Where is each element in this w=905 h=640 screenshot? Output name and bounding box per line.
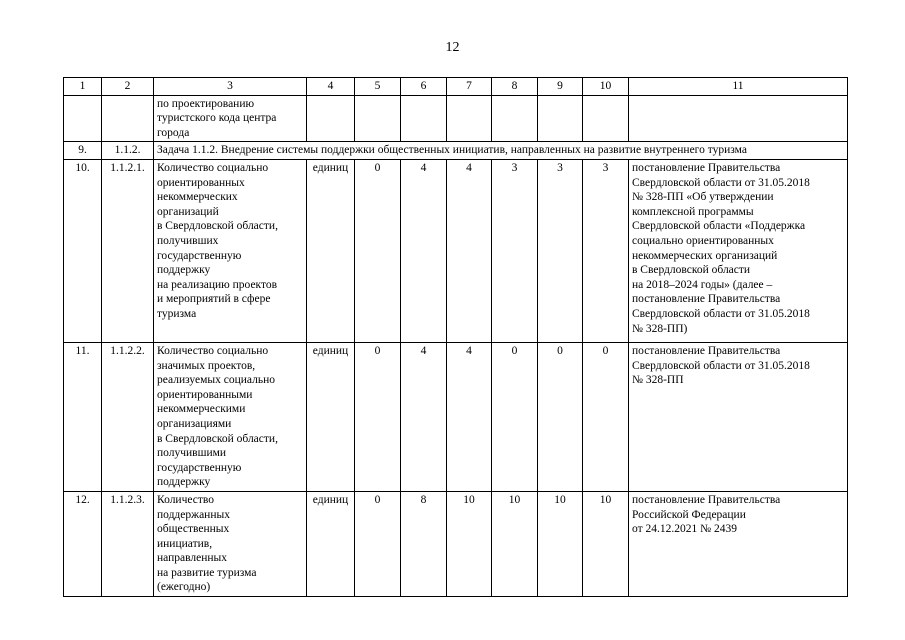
row-number: 10. — [64, 159, 102, 342]
value-cell: 10 — [447, 491, 492, 596]
header-cell: 4 — [307, 78, 355, 96]
value-cell: 10 — [538, 491, 583, 596]
page-number: 12 — [445, 40, 460, 55]
table-cell — [307, 95, 355, 142]
row-number: 12. — [64, 491, 102, 596]
row-code: 1.1.2. — [102, 142, 154, 160]
value-cell: 0 — [355, 491, 401, 596]
unit-cell: единиц — [307, 159, 355, 342]
table-row — [64, 342, 848, 491]
header-row — [64, 78, 848, 96]
table-cell — [447, 95, 492, 142]
header-cell: 7 — [447, 78, 492, 96]
indicators-table — [63, 77, 848, 597]
header-cell: 2 — [102, 78, 154, 96]
table-cell — [102, 95, 154, 142]
header-cell: 1 — [64, 78, 102, 96]
value-cell: 0 — [492, 342, 538, 491]
table-row — [64, 491, 848, 596]
value-cell: 10 — [583, 491, 629, 596]
table-row — [64, 159, 848, 342]
row-number: 9. — [64, 142, 102, 160]
continuation-row — [64, 95, 848, 142]
value-cell: 4 — [447, 342, 492, 491]
indicator-cell: Количество социально ориентированных некоммерческих организаций в Свердловской области, получивших государственную поддержку на реализацию проектов и мероприятий в сфере туризма — [154, 159, 307, 342]
value-cell: 3 — [538, 159, 583, 342]
header-cell: 6 — [401, 78, 447, 96]
row-number: 11. — [64, 342, 102, 491]
value-cell: 0 — [583, 342, 629, 491]
value-cell: 4 — [401, 159, 447, 342]
value-cell: 10 — [492, 491, 538, 596]
value-cell: 4 — [447, 159, 492, 342]
source-cell: постановление Правительства Российской Федерации от 24.12.2021 № 2439 — [629, 491, 848, 596]
value-cell: 0 — [355, 342, 401, 491]
value-cell: 4 — [401, 342, 447, 491]
row-code: 1.1.2.2. — [102, 342, 154, 491]
value-cell: 3 — [583, 159, 629, 342]
value-cell: 0 — [538, 342, 583, 491]
value-cell: 0 — [355, 159, 401, 342]
source-cell: постановление Правительства Свердловской области от 31.05.2018 № 328-ПП — [629, 342, 848, 491]
row-code: 1.1.2.3. — [102, 491, 154, 596]
table-cell — [355, 95, 401, 142]
unit-cell: единиц — [307, 342, 355, 491]
header-cell: 5 — [355, 78, 401, 96]
table-cell — [583, 95, 629, 142]
value-cell: 3 — [492, 159, 538, 342]
indicator-cell: по проектированию туристского кода центра города — [154, 95, 307, 142]
header-cell: 10 — [583, 78, 629, 96]
indicator-cell: Количество социально значимых проектов, реализуемых социально ориентированными некоммерческими организациями в Свердловской области, получившими государственную поддержку — [154, 342, 307, 491]
table-cell — [64, 95, 102, 142]
task-title: Задача 1.1.2. Внедрение системы поддержки общественных инициатив, направленных на развитие внутреннего туризма — [154, 142, 848, 160]
row-code: 1.1.2.1. — [102, 159, 154, 342]
header-cell: 9 — [538, 78, 583, 96]
value-cell: 8 — [401, 491, 447, 596]
table-cell — [401, 95, 447, 142]
indicator-cell: Количество поддержанных общественных инициатив, направленных на развитие туризма (ежегодно) — [154, 491, 307, 596]
unit-cell: единиц — [307, 491, 355, 596]
header-cell: 3 — [154, 78, 307, 96]
table-cell — [629, 95, 848, 142]
header-cell: 8 — [492, 78, 538, 96]
table-cell — [538, 95, 583, 142]
table-cell — [492, 95, 538, 142]
header-cell: 11 — [629, 78, 848, 96]
task-row — [64, 142, 848, 160]
source-cell: постановление Правительства Свердловской области от 31.05.2018 № 328-ПП «Об утверждении комплексной программы Свердловской области «Поддержка социально ориентированных некоммерческих организаций в Свердловской области на 2018–2024 годы» (далее – постановление Правительства Свердловской области от 31.05.2018 № 328-ПП) — [629, 159, 848, 342]
